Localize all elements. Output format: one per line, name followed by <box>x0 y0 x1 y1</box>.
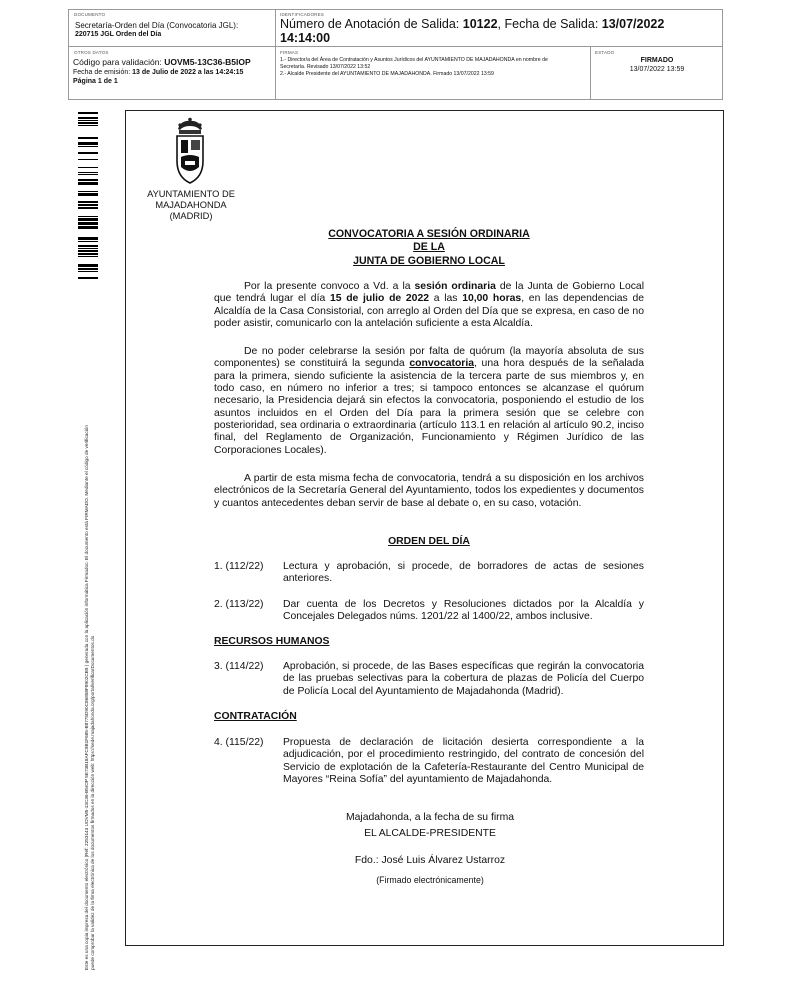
documento-label: DOCUMENTO <box>74 12 106 17</box>
firma-2: 2.- Alcalde Presidente del AYUNTAMIENTO DE MAJADAHONDA. Firmado 13/07/2022 13:59 <box>280 71 494 77</box>
section-contratacion: CONTRATACIÓN <box>214 711 297 722</box>
signature-note: (Firmado electrónicamente) <box>376 875 484 885</box>
barcode <box>78 112 98 282</box>
otros-label: OTROS DATOS <box>74 50 109 55</box>
estado-value: FIRMADO <box>640 57 674 64</box>
coat-of-arms-icon <box>172 117 208 187</box>
item-1-text: Lectura y aprobación, si procede, de borradores de actas de sesiones anteriores. <box>283 561 644 585</box>
header-divider-h <box>68 46 723 47</box>
side-text-line1: Este es una copia impresa del documento electrónico (Ref: 2253143 UOVM5-13C36-B5IOP 5E73B18AFC9B1F685-B8775D90C86858F8902CB9 ) generada con la aplicación informática Firmadoc. El documento está FIRMADO. Mediante el código de verificación <box>84 424 89 970</box>
item-2-text: Dar cuenta de los Decretos y Resoluciones dictados por la Alcaldía y Concejales Delegados núms. 1201/22 al 1400/22, ambos inclusive. <box>283 599 644 623</box>
item-2-number: 2. (113/22) <box>214 599 264 610</box>
pagina: Página 1 de 1 <box>73 78 118 85</box>
anotacion-text: Número de Anotación de Salida: 10122, Fecha de Salida: 13/07/2022 <box>280 17 665 31</box>
fecha-emision: Fecha de emisión: 13 de Julio de 2022 a las 14:24:15 <box>73 69 244 76</box>
item-1-number: 1. (112/22) <box>214 561 264 572</box>
header-divider-v2 <box>590 46 591 100</box>
documento-line1: Secretaría-Orden del Día (Convocatoria JGL): <box>75 21 239 30</box>
signature-name: Fdo.: José Luis Álvarez Ustarroz <box>354 855 506 866</box>
item-3-text: Aprobación, si procede, de las Bases específicas que regirán la convocatoria de las pruebas selectivas para la cobertura de plazas de Policía del Cuerpo de Policía Local del Ayuntamiento de Majadahonda (Madrid). <box>283 661 644 697</box>
firmas-label: FIRMAS <box>280 50 299 55</box>
orden-del-dia-title: ORDEN DEL DÍA <box>388 536 470 547</box>
item-3-number: 3. (114/22) <box>214 661 264 672</box>
side-verification-text <box>84 280 96 970</box>
firma-1: 1.- Director/a del Área de Contratación y Asuntos Jurídicos del AYUNTAMIENTO DE MAJADAHONDA en nombre de Secretaría. Revisado 13/07/2022 13:52 <box>280 57 548 70</box>
documento-line2: 220715 JGL Orden del Día <box>75 31 162 38</box>
signature-place-date: Majadahonda, a la fecha de su firma <box>345 812 515 823</box>
signature-role: EL ALCALDE-PRESIDENTE <box>364 828 496 839</box>
org-name: AYUNTAMIENTO DE MAJADAHONDA (MADRID) <box>147 189 235 221</box>
item-4-number: 4. (115/22) <box>214 737 264 748</box>
hora-text: 14:14:00 <box>280 31 331 45</box>
section-recursos-humanos: RECURSOS HUMANOS <box>214 636 330 647</box>
estado-label: ESTADO <box>595 50 615 55</box>
paragraph-archivos: A partir de esta misma fecha de convocatoria, tendrá a su disposición en los archivos electrónicos de la Secretaría General del Ayuntamiento, todos los expedientes y documentos y cuantos antecedentes deban servir de base al debate o, en su caso, votación. <box>214 473 644 509</box>
paragraph-quorum: De no poder celebrarse la sesión por falta de quórum (la mayoría absoluta de sus componentes) se constituirá la segunda convocatoria, una hora después de la señalada para la primera, siendo suficiente la asistencia de la tercera parte de sus miembros y, en todo caso, en número no inferior a tres; si tampoco entonces se alcanzase el quórum necesario, la Presidencia dejará sin efectos la convocatoria, posponiendo el estudio de los asuntos incluidos en el Orden del Día para la primera sesión que se celebre con posterioridad, sea ordinaria o extraordinaria (artículo 113.1 en relación al artículo 90.2, inciso final, del Reglamento de Organización, Funcionamiento y Régimen Jurídico de las Corporaciones Locales). <box>214 346 644 456</box>
paragraph-convocatoria: Por la presente convoco a Vd. a la sesión ordinaria de la Junta de Gobierno Local que tendrá lugar el día 15 de julio de 2022 a las 10,00 horas, en las dependencias de Alcaldía de la Casa Consistorial, con arreglo al Orden del Día que se expresa, en caso de no poder asistir, comunicarlo con la antelación suficiente a esta Alcaldía. <box>214 281 645 330</box>
codigo-validacion: Código para validación: UOVM5-13C36-B5IOP <box>73 57 251 67</box>
side-text-line2: puede comprobar la validez de la firma electrónica de los documentos firmados en la dirección web: https://sede.majadahonda.org/portal/verificarDocumentos.do <box>90 635 95 970</box>
header-divider-v1 <box>275 9 276 100</box>
document-title: CONVOCATORIA A SESIÓN ORDINARIA DE LA JUNTA DE GOBIERNO LOCAL <box>328 228 530 267</box>
item-4-text: Propuesta de declaración de licitación desierta correspondiente a la adjudicación, por el procedimiento restringido, del contrato de concesión del Servicio de explotación de la Cafetería-Restaurante del Centro Municipal de Mayores “Reina Sofía” del ayuntamiento de Majadahonda. <box>283 737 644 786</box>
estado-fecha: 13/07/2022 13:59 <box>629 66 685 73</box>
identificadores-label: IDENTIFICADORES <box>280 12 325 17</box>
